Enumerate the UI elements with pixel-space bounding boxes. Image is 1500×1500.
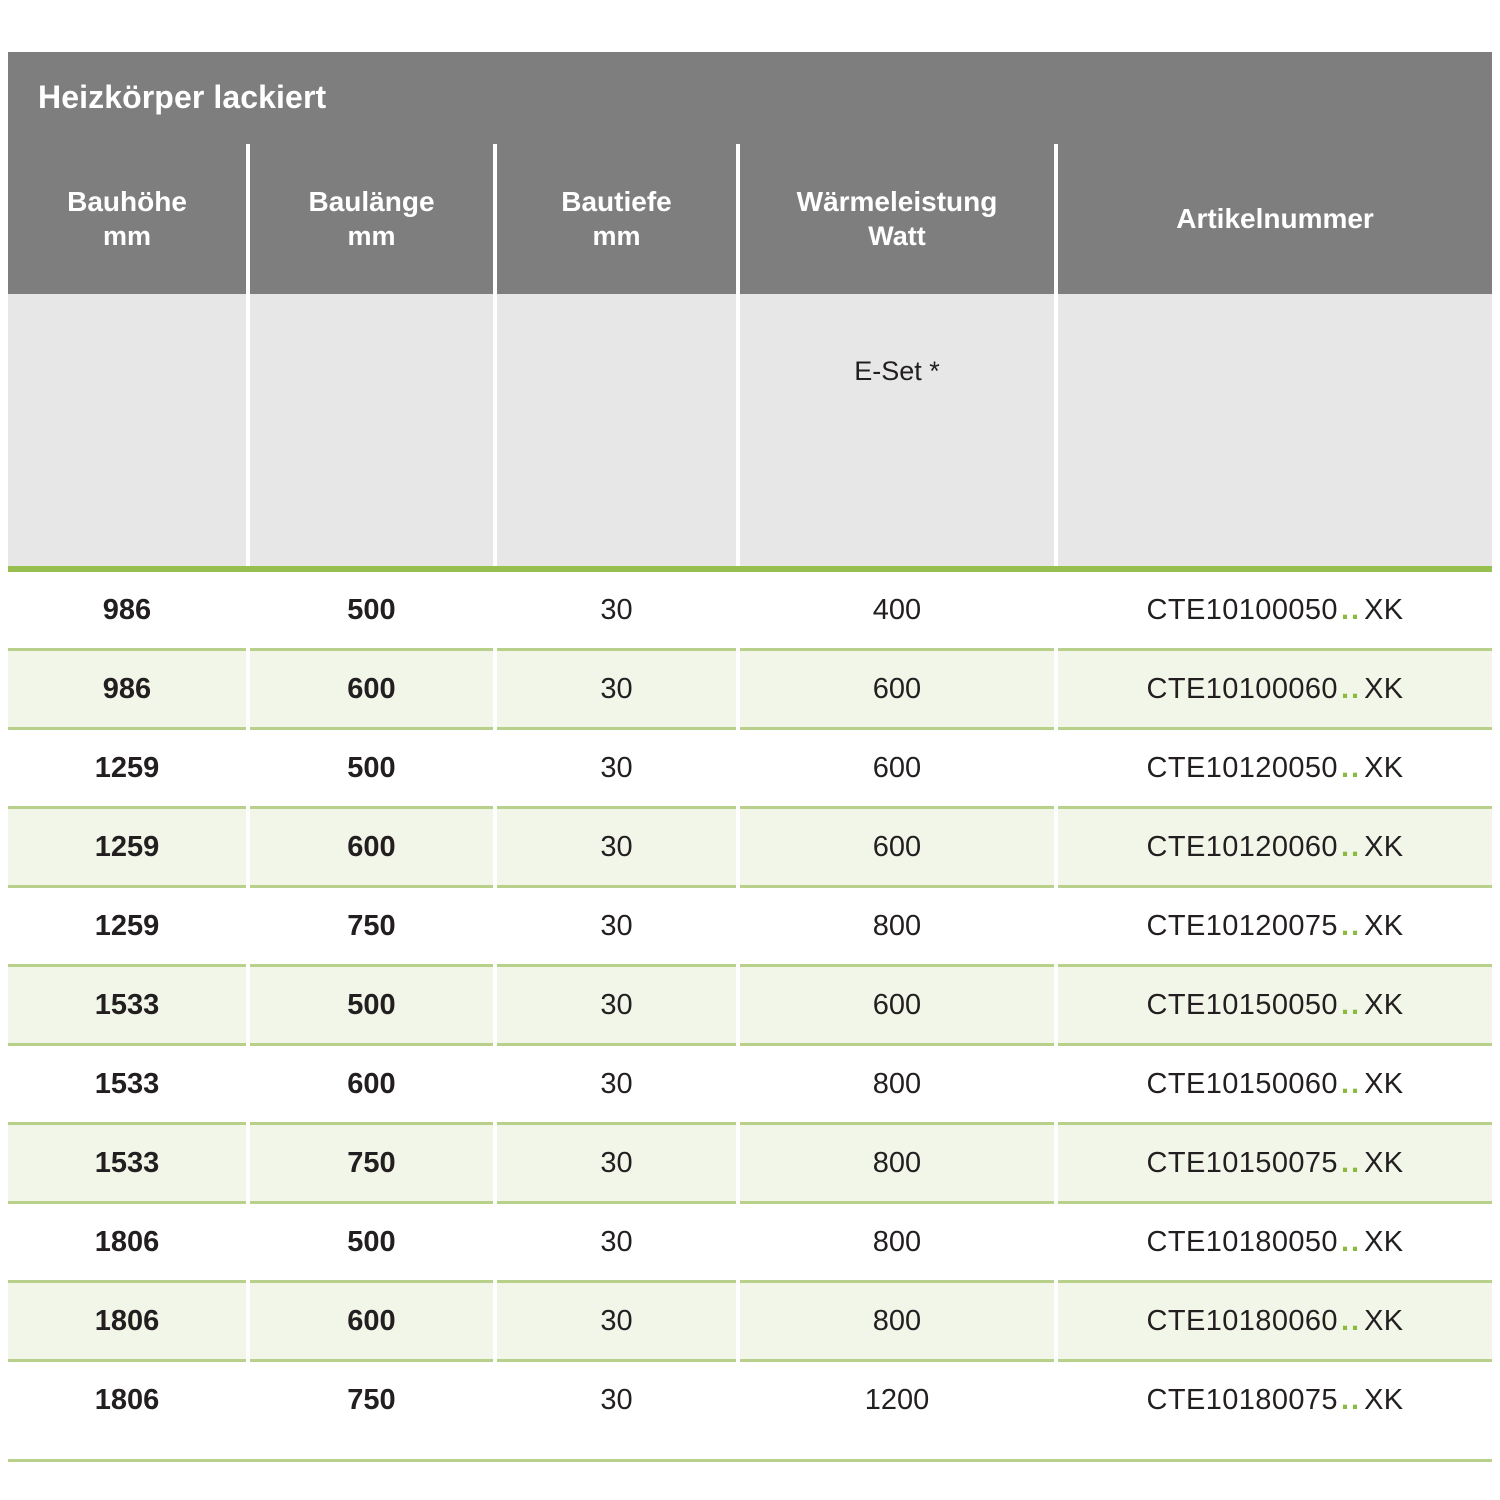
table-row (8, 729, 1492, 808)
artikelnummer-suffix: XK (1364, 593, 1404, 626)
artikelnummer-suffix: XK (1364, 751, 1404, 784)
column-header-bauhoehe-unit: mm (102, 220, 151, 251)
cell-baulaenge: 600 (248, 650, 495, 729)
column-header-bautiefe-unit: mm (592, 220, 641, 251)
column-header-bauhoehe (8, 144, 248, 294)
cell-waermeleistung: 600 (738, 966, 1056, 1045)
column-header-waermeleistung-label: Wärmeleistung (796, 186, 998, 218)
artikelnummer-prefix: CTE10100060 (1146, 672, 1338, 705)
subheader-cell-baulaenge (248, 294, 495, 566)
table-title: Heizkörper lackiert (8, 52, 1492, 144)
column-header-artikelnummer-label: Artikelnummer (1176, 202, 1374, 234)
cell-bautiefe: 30 (495, 887, 738, 966)
table-title-row (8, 52, 1492, 144)
artikelnummer-dots: .. (1340, 1225, 1362, 1258)
table-row (8, 1361, 1492, 1439)
table-row (8, 572, 1492, 650)
artikelnummer-suffix: XK (1364, 1225, 1404, 1258)
cell-baulaenge: 600 (248, 808, 495, 887)
artikelnummer-suffix: XK (1364, 1304, 1404, 1337)
cell-waermeleistung: 600 (738, 808, 1056, 887)
cell-waermeleistung: 400 (738, 572, 1056, 650)
cell-bauhoehe: 1259 (8, 887, 248, 966)
artikelnummer-suffix: XK (1364, 1383, 1404, 1416)
table-subheader-row (8, 294, 1492, 566)
cell-artikelnummer (1056, 887, 1492, 966)
cell-waermeleistung: 800 (738, 1203, 1056, 1282)
artikelnummer-prefix: CTE10150050 (1146, 988, 1338, 1021)
table-row (8, 887, 1492, 966)
eset-label: E-Set * (854, 356, 940, 386)
column-header-baulaenge-unit: mm (347, 220, 396, 251)
cell-artikelnummer (1056, 650, 1492, 729)
cell-bautiefe: 30 (495, 966, 738, 1045)
cell-waermeleistung: 800 (738, 1124, 1056, 1203)
artikelnummer-prefix: CTE10120060 (1146, 830, 1338, 863)
artikelnummer-dots: .. (1340, 1067, 1362, 1100)
table-row (8, 1203, 1492, 1282)
column-header-waermeleistung (738, 144, 1056, 294)
artikelnummer-prefix: CTE10180075 (1146, 1383, 1338, 1416)
artikelnummer-dots: .. (1340, 1383, 1362, 1416)
artikelnummer-prefix: CTE10120050 (1146, 751, 1338, 784)
cell-baulaenge: 500 (248, 572, 495, 650)
cell-waermeleistung: 600 (738, 650, 1056, 729)
subheader-cell-waermeleistung (738, 294, 1056, 566)
cell-artikelnummer (1056, 966, 1492, 1045)
artikelnummer-prefix: CTE10180060 (1146, 1304, 1338, 1337)
artikelnummer-suffix: XK (1364, 988, 1404, 1021)
artikelnummer-dots: .. (1340, 909, 1362, 942)
cell-waermeleistung: 600 (738, 729, 1056, 808)
cell-bautiefe: 30 (495, 808, 738, 887)
cell-baulaenge: 600 (248, 1282, 495, 1361)
column-header-bautiefe-label: Bautiefe (561, 186, 672, 218)
cell-bautiefe: 30 (495, 1045, 738, 1124)
cell-bautiefe: 30 (495, 650, 738, 729)
table-header-row (8, 144, 1492, 294)
cell-artikelnummer (1056, 1361, 1492, 1439)
table-row (8, 1124, 1492, 1203)
artikelnummer-suffix: XK (1364, 1067, 1404, 1100)
column-header-bautiefe (495, 144, 738, 294)
cell-bautiefe: 30 (495, 1282, 738, 1361)
cell-waermeleistung: 1200 (738, 1361, 1056, 1439)
column-header-artikelnummer (1056, 144, 1492, 294)
cell-baulaenge: 750 (248, 887, 495, 966)
column-header-baulaenge-label: Baulänge (308, 186, 435, 218)
table-bottom-rule (8, 1459, 1492, 1462)
cell-baulaenge: 500 (248, 1203, 495, 1282)
cell-artikelnummer (1056, 1045, 1492, 1124)
cell-artikelnummer (1056, 1124, 1492, 1203)
cell-artikelnummer (1056, 808, 1492, 887)
table-row (8, 1045, 1492, 1124)
cell-bauhoehe: 986 (8, 650, 248, 729)
artikelnummer-prefix: CTE10120075 (1146, 909, 1338, 942)
cell-artikelnummer (1056, 729, 1492, 808)
artikelnummer-dots: .. (1340, 1304, 1362, 1337)
artikelnummer-prefix: CTE10100050 (1146, 593, 1338, 626)
cell-artikelnummer (1056, 1282, 1492, 1361)
artikelnummer-suffix: XK (1364, 909, 1404, 942)
cell-baulaenge: 750 (248, 1361, 495, 1439)
artikelnummer-dots: .. (1340, 830, 1362, 863)
cell-bautiefe: 30 (495, 729, 738, 808)
cell-waermeleistung: 800 (738, 1045, 1056, 1124)
artikelnummer-prefix: CTE10150060 (1146, 1067, 1338, 1100)
column-header-waermeleistung-unit: Watt (868, 220, 926, 251)
table-row (8, 650, 1492, 729)
spec-table-container (8, 52, 1492, 1438)
spec-table (8, 52, 1492, 1438)
artikelnummer-dots: .. (1340, 751, 1362, 784)
artikelnummer-suffix: XK (1364, 672, 1404, 705)
cell-bauhoehe: 1533 (8, 1124, 248, 1203)
subheader-cell-artikelnummer (1056, 294, 1492, 566)
artikelnummer-dots: .. (1340, 1146, 1362, 1179)
artikelnummer-dots: .. (1340, 672, 1362, 705)
artikelnummer-suffix: XK (1364, 830, 1404, 863)
artikelnummer-dots: .. (1340, 988, 1362, 1021)
cell-baulaenge: 500 (248, 729, 495, 808)
cell-baulaenge: 600 (248, 1045, 495, 1124)
cell-bauhoehe: 1806 (8, 1361, 248, 1439)
table-row (8, 808, 1492, 887)
cell-bauhoehe: 1806 (8, 1203, 248, 1282)
column-header-baulaenge (248, 144, 495, 294)
artikelnummer-dots: .. (1340, 593, 1362, 626)
artikelnummer-suffix: XK (1364, 1146, 1404, 1179)
column-header-bauhoehe-label: Bauhöhe (67, 186, 187, 218)
subheader-cell-bautiefe (495, 294, 738, 566)
cell-bauhoehe: 1259 (8, 808, 248, 887)
table-row (8, 1282, 1492, 1361)
cell-bauhoehe: 1259 (8, 729, 248, 808)
table-row (8, 966, 1492, 1045)
cell-bautiefe: 30 (495, 572, 738, 650)
cell-bauhoehe: 1806 (8, 1282, 248, 1361)
cell-waermeleistung: 800 (738, 887, 1056, 966)
subheader-cell-bauhoehe (8, 294, 248, 566)
cell-baulaenge: 750 (248, 1124, 495, 1203)
cell-bautiefe: 30 (495, 1124, 738, 1203)
artikelnummer-prefix: CTE10150075 (1146, 1146, 1338, 1179)
cell-artikelnummer (1056, 1203, 1492, 1282)
cell-artikelnummer (1056, 572, 1492, 650)
cell-bautiefe: 30 (495, 1203, 738, 1282)
cell-bautiefe: 30 (495, 1361, 738, 1439)
cell-bauhoehe: 1533 (8, 1045, 248, 1124)
artikelnummer-prefix: CTE10180050 (1146, 1225, 1338, 1258)
cell-bauhoehe: 986 (8, 572, 248, 650)
cell-baulaenge: 500 (248, 966, 495, 1045)
cell-bauhoehe: 1533 (8, 966, 248, 1045)
cell-waermeleistung: 800 (738, 1282, 1056, 1361)
